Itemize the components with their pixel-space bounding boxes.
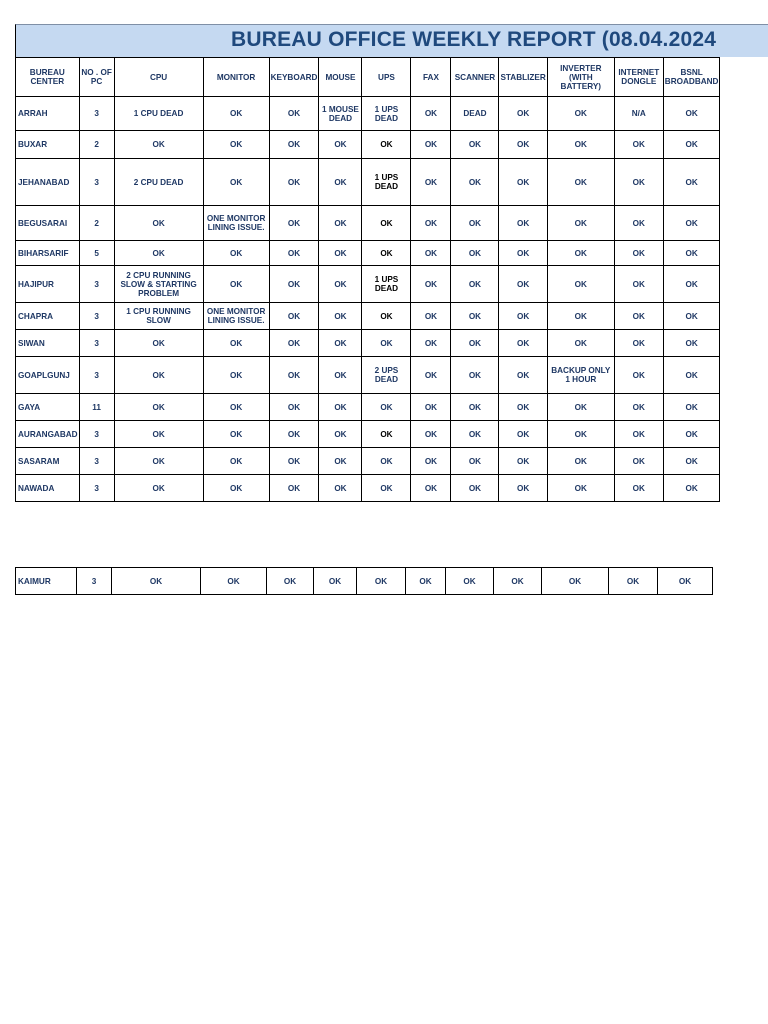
table-cell: OK (663, 448, 720, 475)
table-row (16, 241, 720, 266)
table-cell: OK (499, 206, 547, 241)
table-cell: OK (499, 357, 547, 394)
table-cell: 1 UPS DEAD (362, 266, 411, 303)
table-cell: OK (269, 206, 319, 241)
bureau-center-cell: GOAPLGUNJ (16, 357, 80, 394)
table-cell: OK (319, 303, 362, 330)
column-header: MONITOR (203, 58, 269, 97)
table-cell: OK (663, 206, 720, 241)
table-cell: OK (451, 421, 499, 448)
table-cell: OK (203, 448, 269, 475)
table-cell: OK (114, 357, 203, 394)
table-cell: OK (269, 131, 319, 159)
table-cell: ONE MONITOR LINING ISSUE. (203, 206, 269, 241)
table-cell: OK (114, 421, 203, 448)
table-cell: ONE MONITOR LINING ISSUE. (203, 303, 269, 330)
table-cell: OK (451, 475, 499, 502)
bureau-center-cell: GAYA (16, 394, 80, 421)
column-header: MOUSE (319, 58, 362, 97)
table-cell: 3 (79, 475, 114, 502)
table-cell: OK (547, 206, 614, 241)
table-cell: OK (319, 475, 362, 502)
bureau-center-cell: HAJIPUR (16, 266, 80, 303)
table-cell: OK (499, 421, 547, 448)
table-cell: OK (319, 448, 362, 475)
table-cell: 3 (79, 330, 114, 357)
table-cell: OK (411, 206, 451, 241)
table-cell: 11 (79, 394, 114, 421)
table-cell: OK (663, 241, 720, 266)
table-cell: OK (362, 241, 411, 266)
table-cell: OK (406, 568, 446, 595)
table-cell: OK (614, 475, 663, 502)
table-cell: OK (614, 206, 663, 241)
table-cell: OK (499, 266, 547, 303)
table-cell: OK (451, 131, 499, 159)
table-cell: OK (269, 266, 319, 303)
table-cell: OK (547, 303, 614, 330)
table-cell: OK (451, 206, 499, 241)
table-cell: OK (319, 266, 362, 303)
table-cell: OK (203, 159, 269, 206)
table-row (16, 330, 720, 357)
column-header: INTERNET DONGLE (614, 58, 663, 97)
table-cell: OK (451, 357, 499, 394)
table-cell: OK (203, 475, 269, 502)
table-cell: OK (609, 568, 658, 595)
table-cell: OK (446, 568, 494, 595)
table-cell: OK (114, 206, 203, 241)
table-cell: OK (269, 303, 319, 330)
table-cell: OK (451, 159, 499, 206)
table-cell: 1 UPS DEAD (362, 159, 411, 206)
report-table (15, 57, 720, 502)
table-cell: OK (499, 97, 547, 131)
bureau-center-cell: NAWADA (16, 475, 80, 502)
table-cell: 3 (79, 266, 114, 303)
table-cell: OK (411, 394, 451, 421)
table-cell: OK (451, 394, 499, 421)
table-cell: 5 (79, 241, 114, 266)
column-header: NO . OF PC (79, 58, 114, 97)
table-cell: DEAD (451, 97, 499, 131)
table-cell: OK (547, 131, 614, 159)
column-header: FAX (411, 58, 451, 97)
table-cell: OK (499, 241, 547, 266)
table-cell: OK (114, 394, 203, 421)
table-cell: OK (542, 568, 609, 595)
table-cell: OK (663, 131, 720, 159)
table-cell: OK (114, 448, 203, 475)
table-row (16, 475, 720, 502)
table-cell: OK (357, 568, 406, 595)
column-header: BSNL BROADBAND (663, 58, 720, 97)
table-cell: OK (614, 330, 663, 357)
table-cell: OK (201, 568, 267, 595)
table-cell: OK (319, 241, 362, 266)
table-cell: OK (203, 241, 269, 266)
table-cell: OK (451, 266, 499, 303)
table-cell: OK (203, 421, 269, 448)
table-cell: OK (663, 266, 720, 303)
table-cell: 2 (79, 206, 114, 241)
table-cell: OK (203, 330, 269, 357)
table-row (16, 357, 720, 394)
table-row (16, 131, 720, 159)
table-cell: OK (614, 159, 663, 206)
table-cell: 3 (79, 421, 114, 448)
table-cell: OK (269, 475, 319, 502)
table-cell: OK (362, 421, 411, 448)
bureau-center-cell: BUXAR (16, 131, 80, 159)
table-row (16, 97, 720, 131)
table-cell: OK (362, 475, 411, 502)
bureau-center-cell: AURANGABAD (16, 421, 80, 448)
table-row (16, 568, 713, 595)
bureau-center-cell: KAIMUR (16, 568, 77, 595)
table-cell: OK (203, 357, 269, 394)
table-cell: 2 UPS DEAD (362, 357, 411, 394)
table-cell: OK (319, 206, 362, 241)
table-cell: OK (499, 394, 547, 421)
table-cell: 1 CPU DEAD (114, 97, 203, 131)
table-cell: OK (411, 266, 451, 303)
table-cell: OK (547, 241, 614, 266)
column-header: STABLIZER (499, 58, 547, 97)
table-cell: OK (269, 97, 319, 131)
table-cell: N/A (614, 97, 663, 131)
table-cell: OK (203, 97, 269, 131)
table-row (16, 303, 720, 330)
table-cell: OK (411, 241, 451, 266)
table-cell: OK (547, 330, 614, 357)
table-row (16, 394, 720, 421)
table-cell: OK (319, 330, 362, 357)
table-cell: OK (362, 206, 411, 241)
table-cell: OK (499, 448, 547, 475)
table-cell: OK (499, 131, 547, 159)
table-cell: 3 (79, 159, 114, 206)
table-cell: OK (411, 448, 451, 475)
table-cell: OK (269, 330, 319, 357)
table-cell: OK (314, 568, 357, 595)
column-header: CPU (114, 58, 203, 97)
column-header: SCANNER (451, 58, 499, 97)
table-cell: OK (411, 159, 451, 206)
table-cell: OK (269, 159, 319, 206)
table-cell: OK (499, 475, 547, 502)
table-row (16, 159, 720, 206)
table-cell: OK (663, 303, 720, 330)
table-cell: OK (319, 159, 362, 206)
bureau-center-cell: BIHARSARIF (16, 241, 80, 266)
table-cell: OK (499, 159, 547, 206)
table-row (16, 266, 720, 303)
table-cell: OK (411, 131, 451, 159)
table-cell: OK (614, 394, 663, 421)
table-cell: OK (362, 131, 411, 159)
table-cell: OK (112, 568, 201, 595)
table-cell: OK (203, 131, 269, 159)
table-cell: OK (663, 330, 720, 357)
table-cell: BACKUP ONLY 1 HOUR (547, 357, 614, 394)
table-cell: 2 CPU RUNNING SLOW & STARTING PROBLEM (114, 266, 203, 303)
table-cell: OK (319, 421, 362, 448)
table-cell: OK (269, 357, 319, 394)
table-cell: OK (499, 330, 547, 357)
table-cell: OK (362, 303, 411, 330)
table-cell: OK (267, 568, 314, 595)
table-cell: OK (614, 131, 663, 159)
table-cell: OK (663, 357, 720, 394)
table-cell: 3 (79, 97, 114, 131)
table-cell: OK (663, 421, 720, 448)
table-cell: OK (203, 394, 269, 421)
table-cell: OK (663, 394, 720, 421)
table-cell: OK (411, 303, 451, 330)
table-cell: OK (451, 241, 499, 266)
table-cell: OK (203, 266, 269, 303)
bureau-center-cell: SIWAN (16, 330, 80, 357)
report-title: BUREAU OFFICE WEEKLY REPORT (08.04.2024 (231, 28, 717, 51)
table-cell: OK (269, 421, 319, 448)
table-cell: OK (614, 303, 663, 330)
header-row (16, 58, 720, 97)
table-cell: 3 (79, 448, 114, 475)
table-cell: OK (114, 131, 203, 159)
table-cell: OK (547, 448, 614, 475)
table-cell: OK (411, 421, 451, 448)
table-cell: OK (411, 97, 451, 131)
table-cell: OK (547, 475, 614, 502)
table-cell: 1 UPS DEAD (362, 97, 411, 131)
table-cell: OK (319, 394, 362, 421)
column-header: UPS (362, 58, 411, 97)
table-cell: 1 CPU RUNNING SLOW (114, 303, 203, 330)
bureau-center-cell: JEHANABAD (16, 159, 80, 206)
table-cell: OK (547, 394, 614, 421)
table-cell: OK (451, 303, 499, 330)
table-cell: OK (663, 97, 720, 131)
column-header: BUREAU CENTER (16, 58, 80, 97)
table-cell: 3 (79, 357, 114, 394)
table-cell: OK (362, 394, 411, 421)
table-cell: OK (547, 266, 614, 303)
table-cell: OK (614, 241, 663, 266)
table-cell: OK (269, 394, 319, 421)
table-cell: OK (362, 330, 411, 357)
table-cell: OK (451, 330, 499, 357)
table-cell: OK (547, 97, 614, 131)
bureau-center-cell: BEGUSARAI (16, 206, 80, 241)
table-cell: OK (614, 357, 663, 394)
table-cell: OK (658, 568, 713, 595)
table-cell: OK (663, 475, 720, 502)
table-cell: OK (411, 330, 451, 357)
bureau-center-cell: CHAPRA (16, 303, 80, 330)
bureau-center-cell: ARRAH (16, 97, 80, 131)
table-cell: OK (494, 568, 542, 595)
table-row (16, 448, 720, 475)
table-cell: OK (547, 421, 614, 448)
table-cell: OK (451, 448, 499, 475)
table-cell: OK (663, 159, 720, 206)
table-cell: 2 (79, 131, 114, 159)
column-header: KEYBOARD (269, 58, 319, 97)
table-cell: 2 CPU DEAD (114, 159, 203, 206)
table-cell: OK (114, 330, 203, 357)
table-cell: 1 MOUSE DEAD (319, 97, 362, 131)
table-cell: OK (319, 131, 362, 159)
table-cell: OK (499, 303, 547, 330)
table-cell: OK (269, 448, 319, 475)
table-cell: OK (362, 448, 411, 475)
table-cell: OK (114, 241, 203, 266)
table-cell: OK (614, 448, 663, 475)
table-cell: OK (319, 357, 362, 394)
table-cell: 3 (79, 303, 114, 330)
report-table-extra (15, 567, 713, 595)
bureau-center-cell: SASARAM (16, 448, 80, 475)
table-cell: OK (614, 266, 663, 303)
column-header: INVERTER (WITH BATTERY) (547, 58, 614, 97)
table-cell: OK (411, 357, 451, 394)
table-cell: OK (114, 475, 203, 502)
table-cell: OK (411, 475, 451, 502)
table-cell: OK (269, 241, 319, 266)
table-row (16, 206, 720, 241)
table-cell: OK (547, 159, 614, 206)
table-cell: 3 (77, 568, 112, 595)
table-cell: OK (614, 421, 663, 448)
table-row (16, 421, 720, 448)
report-title-band (15, 24, 768, 57)
